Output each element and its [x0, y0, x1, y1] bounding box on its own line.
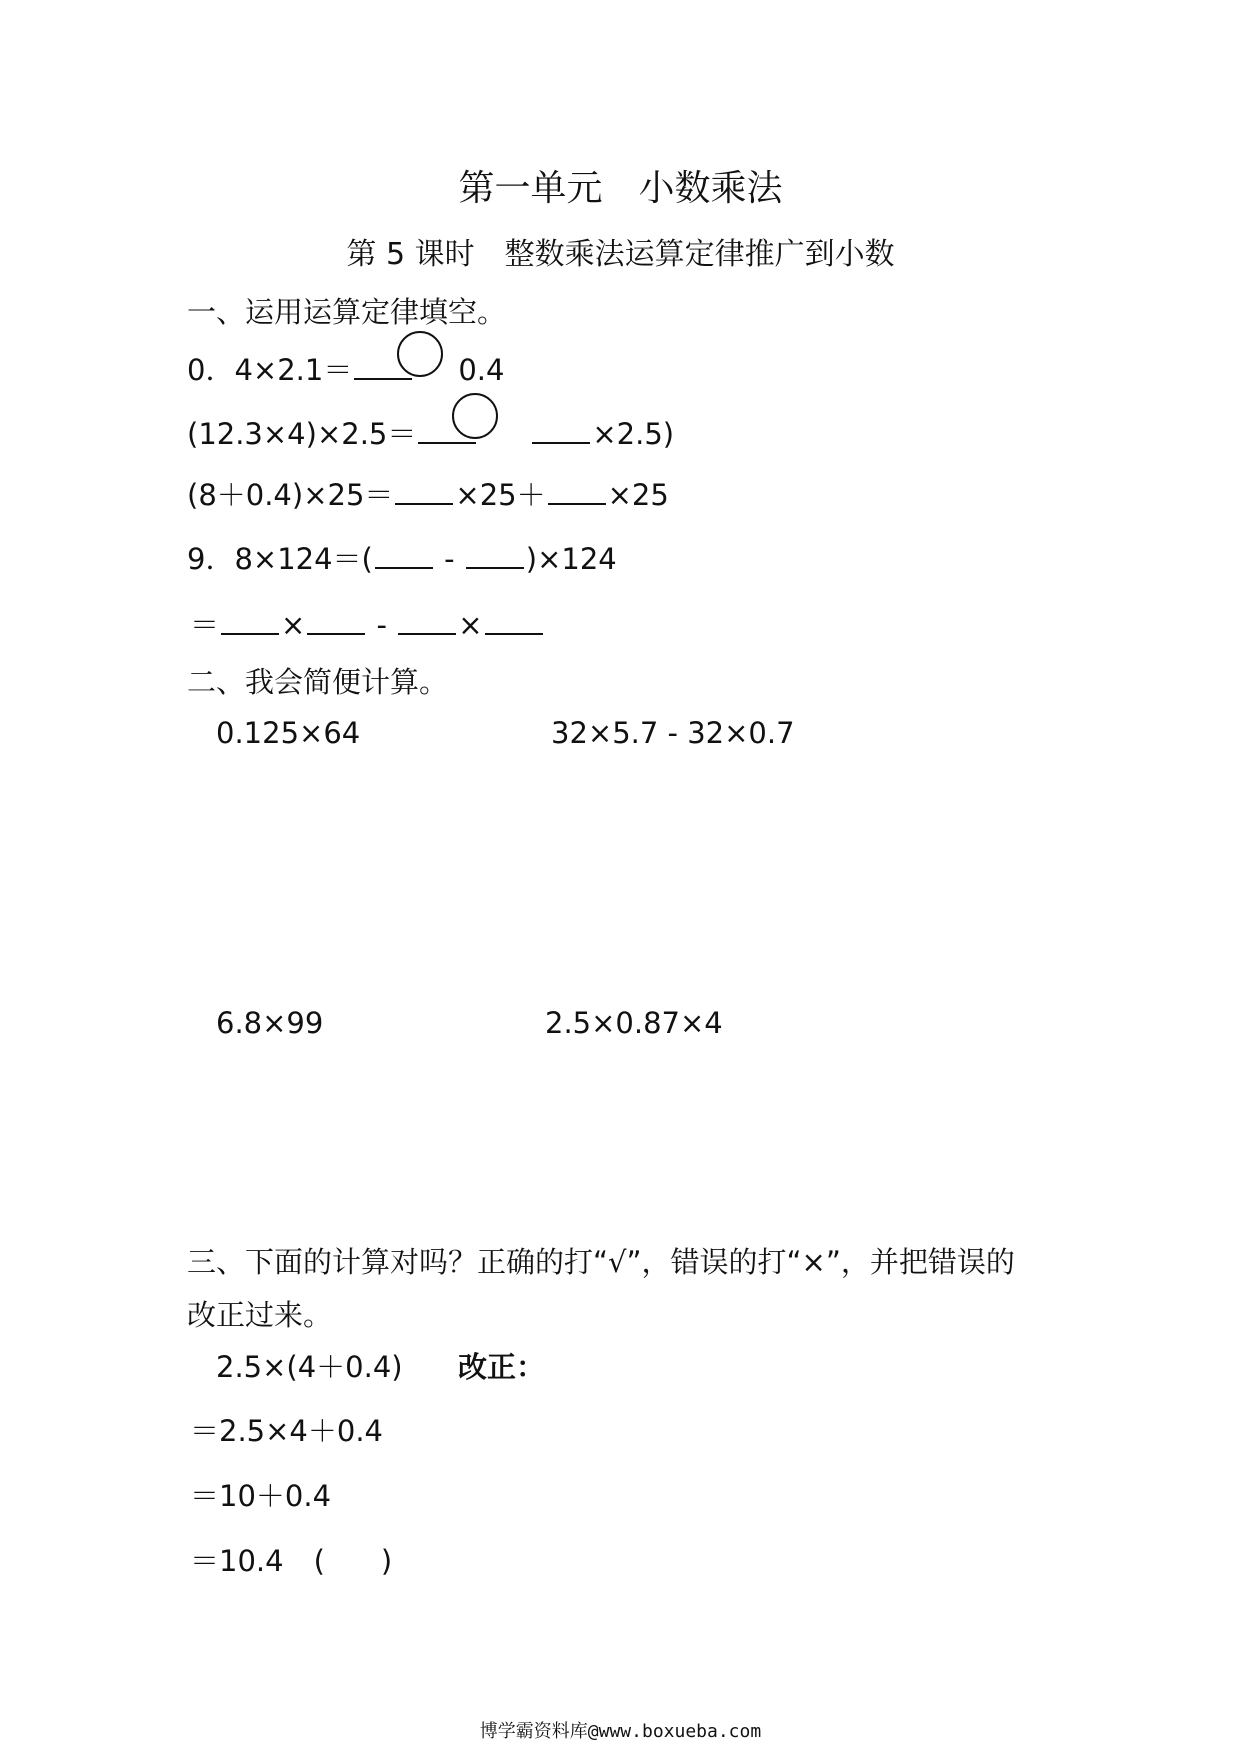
q4-blank-1[interactable] [375, 543, 433, 569]
q5-blank-4[interactable] [485, 609, 543, 635]
q3-mid: ×25＋ [455, 478, 546, 512]
q4-right: )×124 [525, 542, 617, 576]
q5-times-1: × [281, 608, 306, 642]
q3-left: (8＋0.4)×25＝ [187, 478, 394, 512]
answer-paren-open: ( [313, 1544, 325, 1578]
q5-blank-3[interactable] [398, 609, 456, 635]
calc-item-4: 2.5×0.87×4 [545, 1006, 723, 1040]
lesson-subtitle: 第 5 课时 整数乘法运算定律推广到小数 [346, 237, 895, 272]
question-5 [190, 603, 545, 644]
q5-blank-1[interactable] [221, 609, 279, 635]
q5-eq: ＝ [190, 608, 220, 642]
check-step-3 [190, 1539, 392, 1580]
section2-heading: 二、我会简便计算。 [187, 665, 449, 699]
calc-item-3: 6.8×99 [216, 1006, 324, 1040]
q3-blank-2[interactable] [548, 479, 606, 505]
page-title: 第一单元 小数乘法 [458, 168, 783, 209]
correction-label: 改正： [458, 1350, 546, 1384]
q2-blank-2[interactable] [532, 418, 590, 444]
q4-blank-2[interactable] [466, 543, 524, 569]
check-step-1: ＝2.5×4＋0.4 [190, 1414, 383, 1448]
q4-left: 9．8×124＝( [187, 542, 373, 576]
question-2 [187, 412, 674, 453]
section3-heading-line2: 改正过来。 [187, 1298, 333, 1332]
question-1 [187, 348, 504, 389]
section1-heading: 一、运用运算定律填空。 [187, 295, 507, 329]
q3-blank-1[interactable] [395, 479, 453, 505]
q5-blank-2[interactable] [307, 609, 365, 635]
q2-right: ×2.5) [592, 417, 675, 451]
q1-left: 0．4×2.1＝ [187, 353, 353, 387]
check-expression: 2.5×(4＋0.4) [216, 1350, 403, 1384]
q5-minus: - [367, 608, 397, 642]
q3-right: ×25 [607, 478, 669, 512]
footer-watermark: 博学霸资料库@www.boxueba.com [479, 1721, 762, 1742]
section3-heading-line1: 三、下面的计算对吗？正确的打“√”，错误的打“×”，并把错误的 [187, 1245, 1015, 1279]
q4-mid: - [434, 542, 464, 576]
check-step-2: ＝10＋0.4 [190, 1479, 332, 1513]
check-step-3-text: ＝10.4 [190, 1544, 284, 1578]
question-3 [187, 473, 669, 514]
q1-right: 0.4 [458, 353, 505, 387]
calc-item-2: 32×5.7 - 32×0.7 [551, 716, 795, 750]
question-4 [187, 537, 617, 578]
q1-operator-circle[interactable] [397, 331, 443, 377]
q2-left: (12.3×4)×2.5＝ [187, 417, 417, 451]
answer-paren-close: ) [380, 1544, 393, 1578]
q5-times-2: × [458, 608, 483, 642]
q2-operator-circle[interactable] [452, 393, 498, 439]
calc-item-1: 0.125×64 [216, 716, 361, 750]
